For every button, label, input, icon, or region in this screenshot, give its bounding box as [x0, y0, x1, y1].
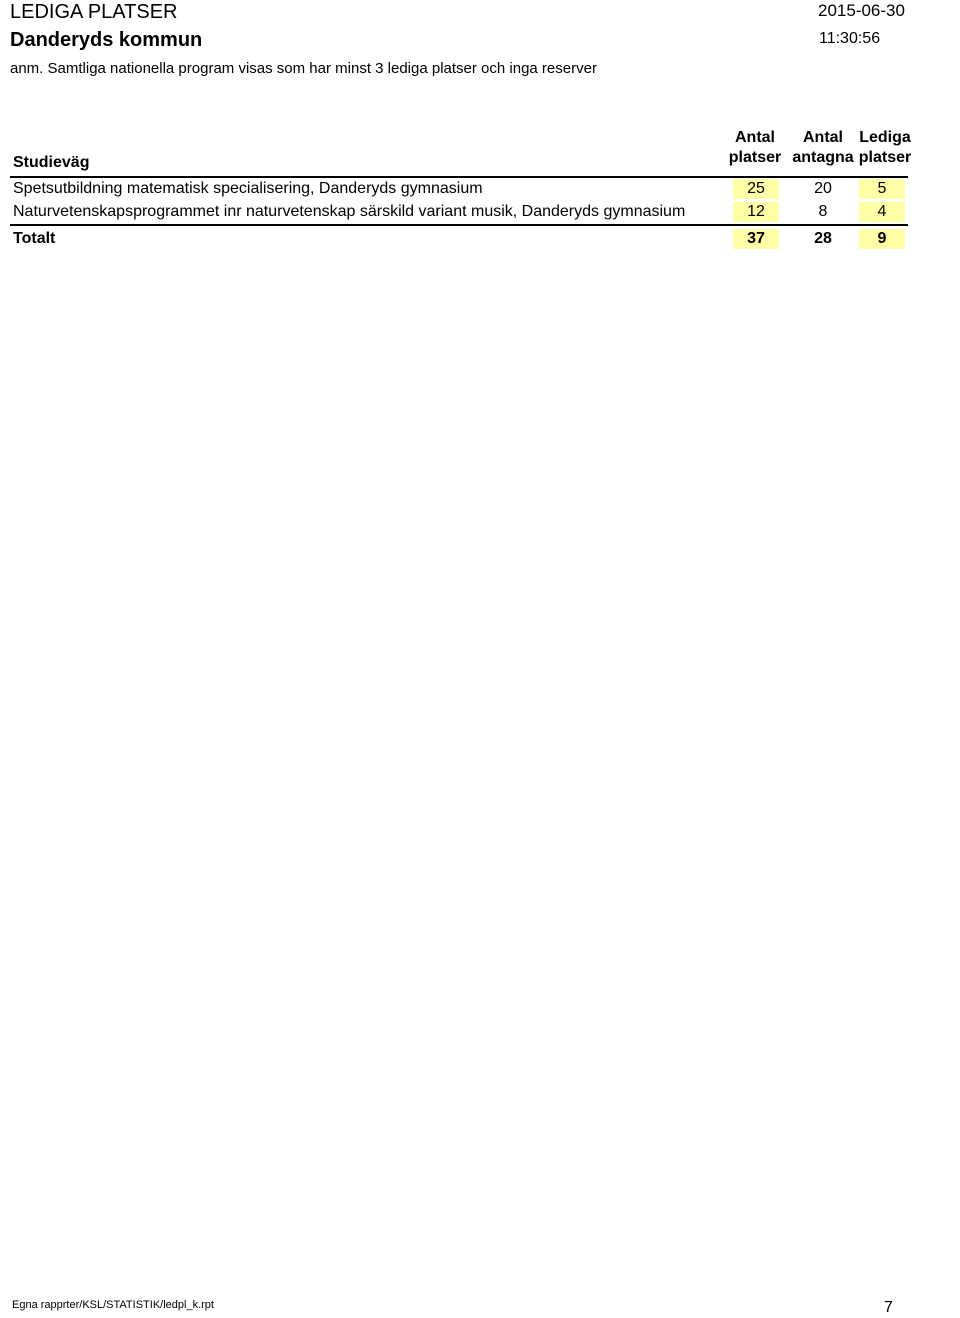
footer-source-path: Egna rapprter/KSL/STATISTIK/ledpl_k.rpt	[12, 1299, 214, 1311]
cell-antal-antagna: 20	[814, 180, 832, 197]
column-header-antal-antagna	[787, 128, 859, 168]
column-header-line: Antal	[735, 129, 775, 146]
table-row-label: Naturvetenskapsprogrammet inr naturvetenskap särskild variant musik, Danderyds gymnasium	[13, 203, 686, 220]
total-antal-platser: 37	[733, 229, 779, 249]
column-header-line: platser	[858, 149, 912, 166]
column-header-line: Antal	[803, 129, 843, 146]
cell-lediga-platser: 5	[859, 179, 905, 199]
report-date: 2015-06-30	[818, 1, 905, 20]
report-title: LEDIGA PLATSER	[10, 1, 178, 23]
table-row-label: Spetsutbildning matematisk specialisering, Danderyds gymnasium	[13, 180, 483, 197]
total-lediga-platser: 9	[859, 229, 905, 249]
total-label: Totalt	[13, 230, 56, 247]
table-top-rule	[10, 176, 908, 178]
column-header-lediga-platser	[855, 128, 915, 168]
report-note: anm. Samtliga nationella program visas som har minst 3 lediga platser och inga reserver	[10, 60, 597, 77]
table-bottom-rule	[10, 224, 908, 226]
cell-antal-antagna: 8	[818, 203, 828, 220]
column-header-antal-platser	[722, 128, 788, 168]
column-header-line: platser	[728, 149, 782, 166]
column-header-line: Lediga	[859, 129, 911, 146]
report-time: 11:30:56	[819, 30, 881, 47]
cell-antal-platser: 25	[733, 179, 779, 199]
cell-antal-platser: 12	[733, 202, 779, 222]
cell-lediga-platser: 4	[859, 202, 905, 222]
total-antal-antagna: 28	[814, 230, 832, 247]
column-header-line: antagna	[792, 149, 854, 166]
page-number: 7	[884, 1299, 893, 1316]
municipality-name: Danderyds kommun	[10, 29, 203, 51]
column-header-studievag: Studieväg	[13, 154, 90, 171]
